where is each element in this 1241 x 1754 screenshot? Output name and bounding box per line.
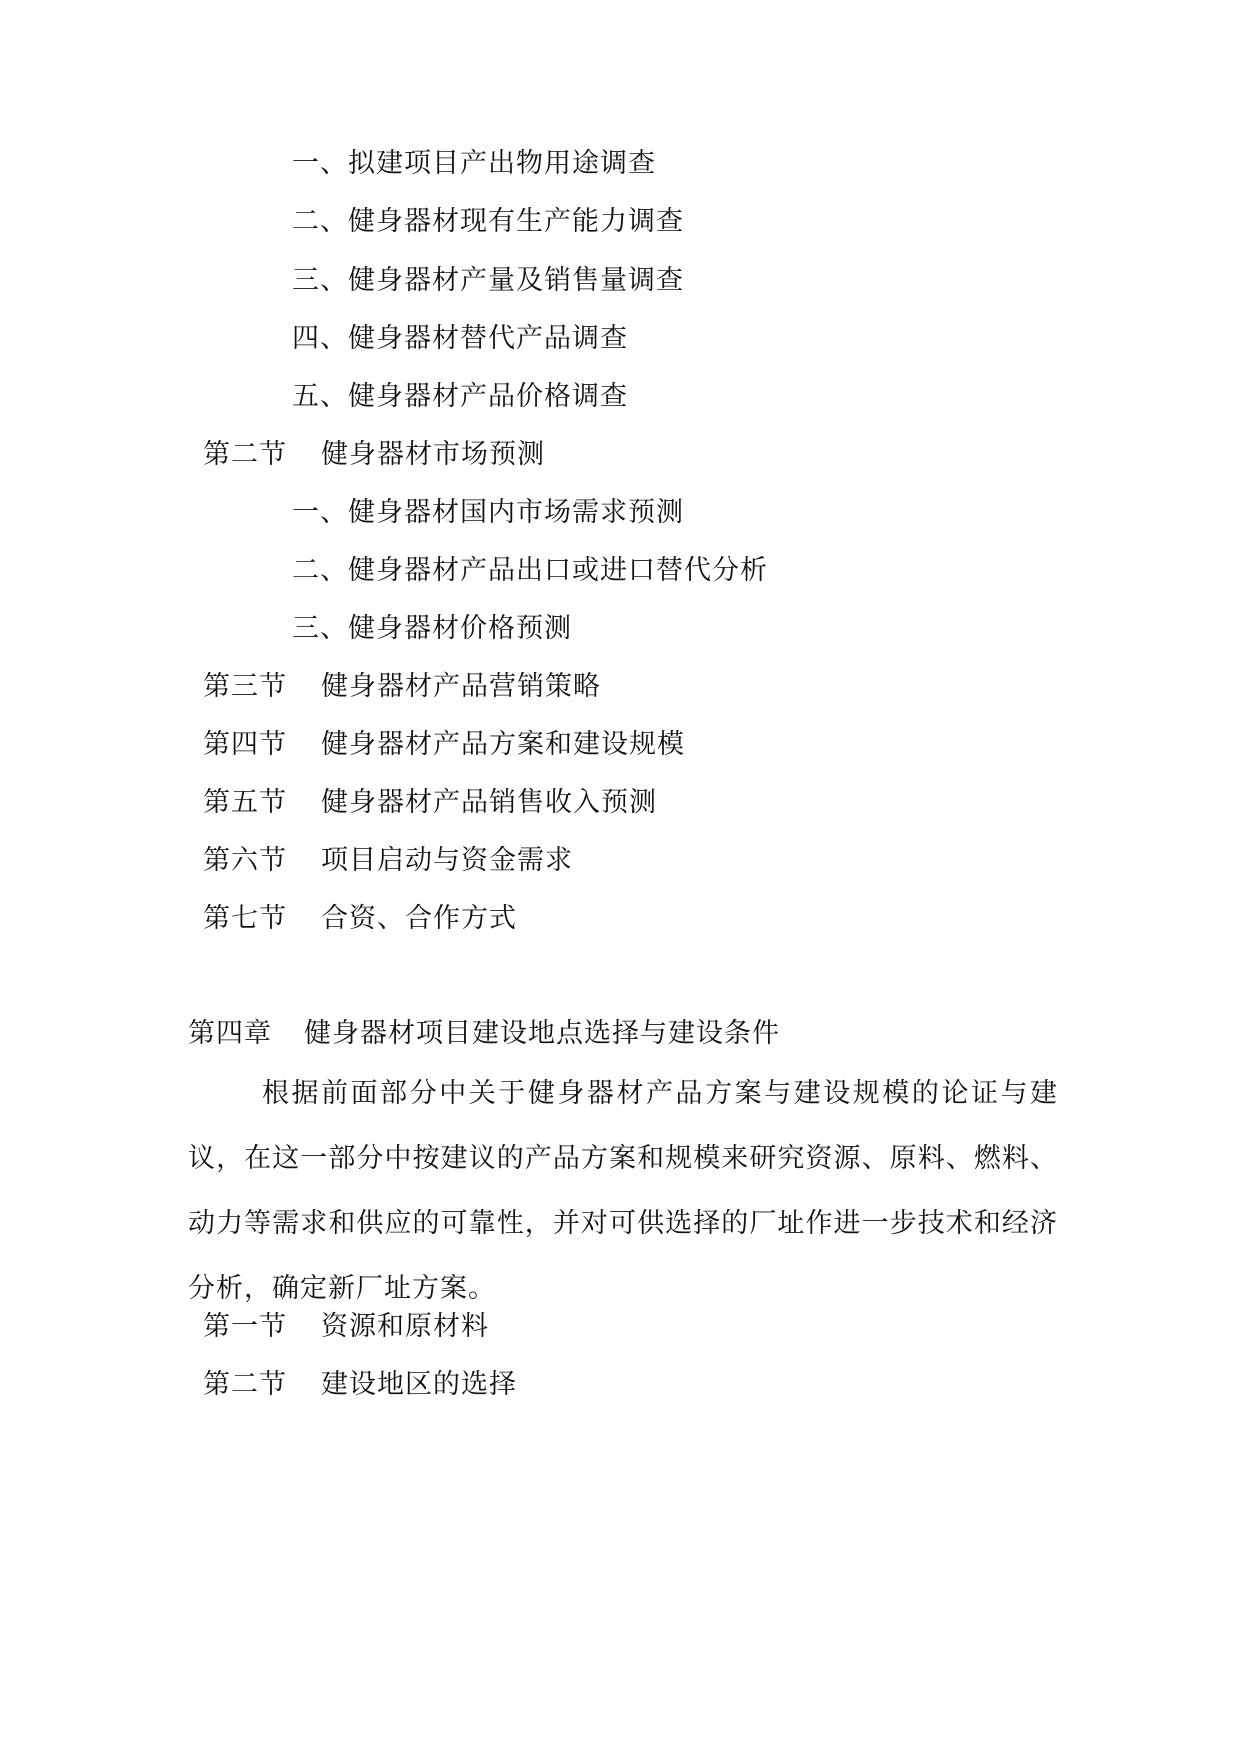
section-title: 健身器材产品方案和建设规模 [321, 729, 685, 760]
section-number: 第六节 [203, 845, 287, 876]
section-number: 第四节 [203, 729, 287, 760]
section-heading [203, 1310, 489, 1344]
section-title: 健身器材产品营销策略 [321, 671, 601, 702]
toc-item: 一、健身器材国内市场需求预测 [292, 497, 684, 528]
section-number: 第七节 [203, 903, 287, 934]
section-heading [203, 902, 517, 936]
section-number: 第五节 [203, 787, 287, 818]
section-heading [203, 844, 573, 878]
toc-item: 三、健身器材产量及销售量调查 [292, 265, 684, 296]
section-number: 第二节 [203, 1369, 287, 1400]
section-title: 资源和原材料 [321, 1311, 489, 1342]
section-title: 建设地区的选择 [321, 1369, 517, 1400]
section-number: 第三节 [203, 671, 287, 702]
section-number: 第二节 [203, 439, 287, 470]
toc-item: 三、健身器材价格预测 [292, 613, 572, 644]
section-heading [203, 438, 545, 472]
toc-item: 四、健身器材替代产品调查 [292, 323, 628, 354]
section-heading [203, 786, 657, 820]
section-heading [203, 670, 601, 704]
toc-item: 五、健身器材产品价格调查 [292, 381, 628, 412]
chapter-title: 健身器材项目建设地点选择与建设条件 [304, 1018, 780, 1049]
section-heading [203, 1368, 517, 1402]
chapter-intro-paragraph: 根据前面部分中关于健身器材产品方案与建设规模的论证与建议，在这一部分中按建议的产品方案和规模来研究资源、原料、燃料、动力等需求和供应的可靠性，并对可供选择的厂址作进一步技术和经济分析，确定新厂址方案。 [188, 1078, 1058, 1304]
section-number: 第一节 [203, 1311, 287, 1342]
chapter-number: 第四章 [188, 1018, 272, 1049]
section-title: 合资、合作方式 [321, 903, 517, 934]
section-title: 健身器材市场预测 [321, 439, 545, 470]
section-title: 项目启动与资金需求 [321, 845, 573, 876]
chapter-heading [188, 1017, 780, 1051]
toc-item: 二、健身器材现有生产能力调查 [292, 206, 684, 237]
section-heading [203, 728, 685, 762]
toc-item: 一、拟建项目产出物用途调查 [292, 148, 656, 179]
section-title: 健身器材产品销售收入预测 [321, 787, 657, 818]
toc-item: 二、健身器材产品出口或进口替代分析 [292, 555, 768, 586]
